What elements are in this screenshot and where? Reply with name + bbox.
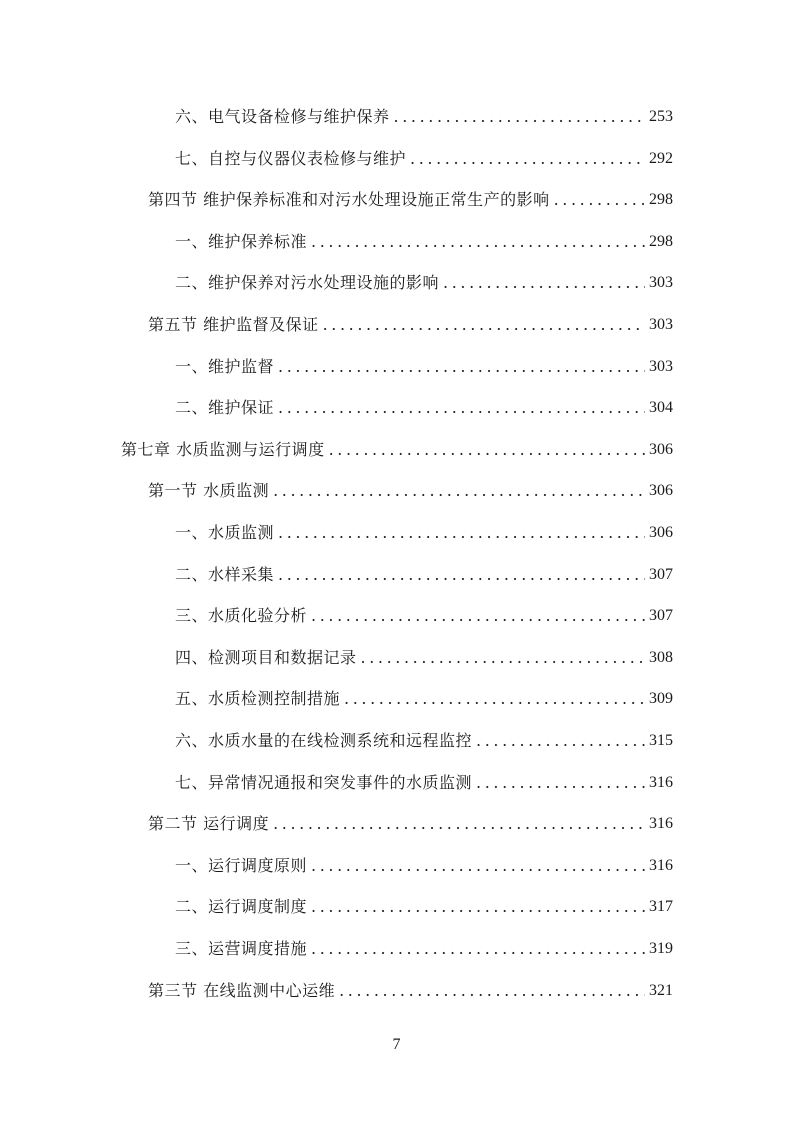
dot-leader (273, 473, 645, 509)
toc-entry[interactable] (175, 349, 673, 385)
toc-entry-page: 298 (649, 232, 673, 250)
toc-entry-page: 253 (649, 108, 673, 125)
toc-entry[interactable] (175, 723, 673, 759)
toc-entry-title: 第四节 维护保养标准和对污水处理设施正常生产的影响 (148, 190, 550, 210)
toc-entry[interactable] (175, 390, 673, 426)
toc-entry-page: 306 (649, 482, 673, 500)
toc-entry[interactable] (148, 307, 673, 343)
toc-entry[interactable] (148, 473, 673, 509)
toc-entry-title: 三、运营调度措施 (175, 939, 308, 958)
toc-entry-title: 二、水样采集 (175, 564, 275, 584)
toc-entry-page: 308 (649, 648, 673, 666)
toc-entry-title: 三、水质化验分析 (175, 606, 308, 626)
dot-leader (278, 390, 645, 426)
toc-entry-page: 309 (649, 690, 673, 708)
toc-entry-page: 321 (649, 981, 673, 999)
toc-entry-title: 第二节 运行调度 (148, 814, 270, 834)
toc-entry[interactable] (175, 765, 673, 801)
toc-entry-page: 306 (649, 440, 673, 458)
dot-leader (311, 848, 645, 884)
toc-entry[interactable] (148, 973, 673, 1009)
toc-entry-title: 二、运行调度制度 (175, 897, 308, 917)
toc-entry[interactable] (175, 557, 673, 593)
dot-leader (344, 681, 645, 717)
toc-entry-title: 二、维护保养对污水处理设施的影响 (175, 273, 440, 293)
toc-entry-title: 一、维护保养标准 (175, 231, 308, 251)
toc-entry-title: 一、水质监测 (175, 523, 275, 542)
toc-entry[interactable] (175, 889, 673, 925)
dot-leader (554, 182, 645, 218)
toc-entry-title: 第七章 水质监测与运行调度 (121, 439, 325, 459)
toc-entry[interactable] (148, 806, 673, 842)
toc-entry[interactable] (175, 640, 673, 676)
dot-leader (311, 224, 645, 260)
toc-entry[interactable] (175, 141, 673, 177)
toc-entry-title: 第三节 在线监测中心运维 (148, 980, 336, 1000)
dot-leader (311, 598, 645, 634)
toc-entry-title: 第一节 水质监测 (148, 481, 270, 501)
toc-entry[interactable] (121, 432, 673, 468)
toc-entry-page: 316 (649, 773, 673, 791)
toc-entry-page: 307 (649, 565, 673, 583)
toc-entry-title: 六、水质水量的在线检测系统和远程监控 (175, 731, 473, 750)
dot-leader (410, 141, 645, 177)
toc-entry-page: 303 (649, 274, 673, 292)
dot-leader (476, 765, 645, 801)
toc-entry-title: 二、维护保证 (175, 398, 275, 418)
toc-entry-title: 五、水质检测控制措施 (175, 689, 341, 709)
toc-entry[interactable] (148, 182, 673, 218)
dot-leader (278, 557, 645, 593)
toc-entry-page: 319 (649, 940, 673, 957)
toc-entry[interactable] (175, 681, 673, 717)
dot-leader (361, 640, 645, 676)
dot-leader (323, 307, 645, 343)
toc-entry-page: 292 (649, 149, 673, 167)
toc-entry-page: 303 (649, 357, 673, 375)
toc-entry-page: 316 (649, 815, 673, 833)
toc-entry-page: 303 (649, 316, 673, 333)
toc-entry[interactable] (175, 848, 673, 884)
dot-leader (273, 806, 645, 842)
toc-entry-title: 四、检测项目和数据记录 (175, 647, 357, 667)
toc-entry[interactable] (175, 224, 673, 260)
toc-entry[interactable] (175, 265, 673, 301)
toc-entry-page: 315 (649, 732, 673, 749)
dot-leader (443, 265, 645, 301)
dot-leader (476, 723, 645, 759)
toc-entry[interactable] (175, 598, 673, 634)
toc-entry[interactable] (175, 515, 673, 551)
page-number: 7 (392, 1036, 401, 1053)
toc-entry-title: 一、运行调度原则 (175, 855, 308, 875)
toc-entry-page: 306 (649, 524, 673, 541)
toc-entry[interactable] (175, 931, 673, 967)
toc-entry-page: 298 (649, 191, 673, 209)
toc-entry-page: 317 (649, 898, 673, 916)
dot-leader (339, 973, 645, 1009)
dot-leader (311, 889, 645, 925)
dot-leader (394, 99, 645, 135)
toc-entry-title: 六、电气设备检修与维护保养 (175, 107, 390, 126)
dot-leader (311, 931, 645, 967)
toc-entry-page: 316 (649, 856, 673, 874)
toc-entry-page: 304 (649, 399, 673, 417)
toc-entry-title: 七、异常情况通报和突发事件的水质监测 (175, 772, 473, 792)
toc-entry-title: 第五节 维护监督及保证 (148, 315, 319, 334)
toc-entry-title: 一、维护监督 (175, 356, 275, 376)
dot-leader (329, 432, 645, 468)
toc-entry[interactable] (175, 99, 673, 135)
toc-entry-title: 七、自控与仪器仪表检修与维护 (175, 148, 407, 168)
dot-leader (278, 349, 645, 385)
dot-leader (278, 515, 645, 551)
toc-entry-page: 307 (649, 607, 673, 625)
